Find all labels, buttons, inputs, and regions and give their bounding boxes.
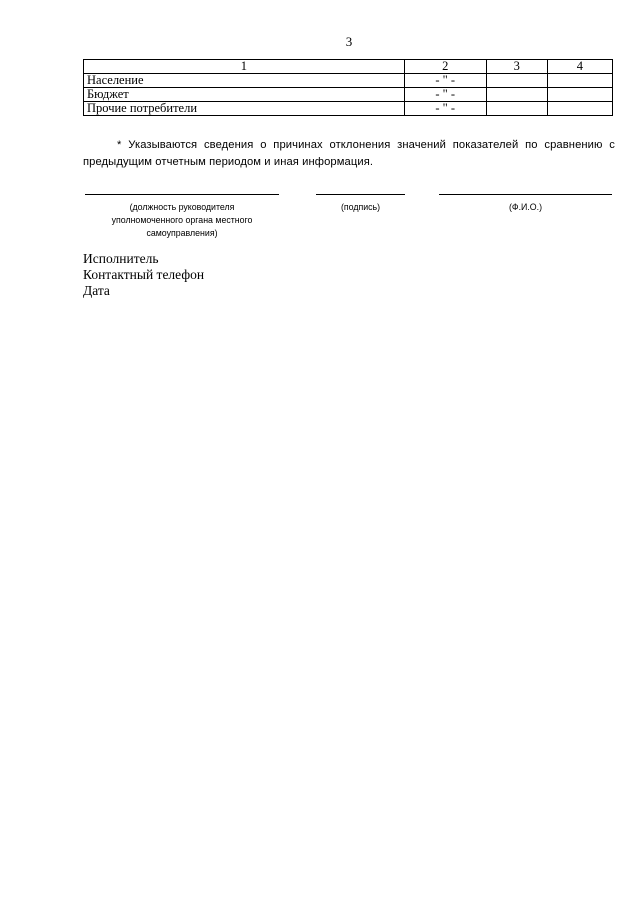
indicators-table [83, 59, 613, 116]
date-label: Дата [83, 283, 110, 298]
signature-caption: (подпись) [340, 202, 381, 212]
name-signature-line [439, 194, 612, 195]
table-header-row [84, 60, 613, 74]
row-label: Население [84, 74, 405, 88]
position-caption [85, 201, 279, 240]
row-col-4 [547, 88, 612, 102]
row-label: Бюджет [84, 88, 405, 102]
row-label: Прочие потребители [84, 102, 405, 116]
signature-line [316, 194, 405, 195]
row-col-2: - " - [404, 102, 486, 116]
footnote: * Указываются сведения о причинах отклонения значений показателей по сравнению с предыдущим отчетным периодом и иная информация. [83, 139, 615, 168]
position-caption-line: самоуправления) [146, 228, 218, 238]
row-col-3 [486, 88, 547, 102]
row-col-4 [547, 74, 612, 88]
name-caption: (Ф.И.О.) [508, 202, 543, 212]
executor-label: Исполнитель [83, 251, 159, 266]
row-col-3 [486, 74, 547, 88]
table-row [84, 88, 613, 102]
position-caption-line: (должность руководителя [129, 202, 235, 212]
table-row [84, 74, 613, 88]
position-signature-line [85, 194, 279, 195]
row-col-2: - " - [404, 88, 486, 102]
header-col-4: 4 [547, 60, 612, 74]
header-col-1: 1 [84, 60, 405, 74]
header-col-3: 3 [486, 60, 547, 74]
row-col-3 [486, 102, 547, 116]
header-col-2: 2 [404, 60, 486, 74]
table-row [84, 102, 613, 116]
row-col-2: - " - [404, 74, 486, 88]
position-caption-line: уполномоченного органа местного [111, 215, 253, 225]
row-col-4 [547, 102, 612, 116]
phone-label: Контактный телефон [83, 267, 205, 282]
page-number: 3 [345, 34, 353, 49]
